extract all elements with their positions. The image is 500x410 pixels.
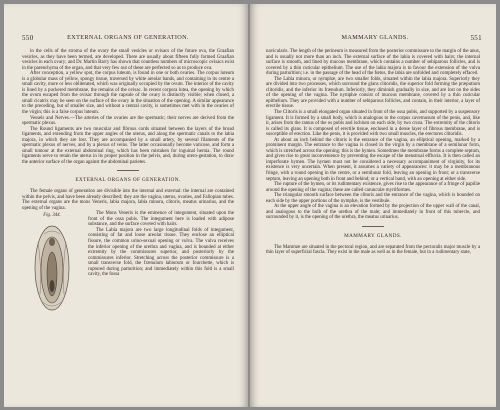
left-page xyxy=(4,4,248,407)
paragraph: After conception, a yellow spot, the corpus luteum, is found in one or both ovaries. The corpus luteum is a globular mass of yellow, spongy tissue, traversed by white areolar bands, and containing in its centre a small cavity, more or less obliterated, which was originally occupied by the ovum. The interior of the cavity is lined by a puckered membrane, the remains of the ovisac. In recent corpora lutea, the opening by which the ovum escaped from the ovisac through the capsule of the ovary is distinctly visible; when closed, a small cicatrix may be seen on the surface of the ovary in the situation of the opening. A similar appearance to the preceding, but of smaller size, and without a central cavity, is sometimes met with in the ovaries of the virgin; this is a false corpus luteum. xyxy=(22,71,234,116)
paragraph: The Mons Veneris is the eminence of integument, situated upon the front of the ossa pubis. The integument here is loaded with adipose substance, and the surface covered with hairs. xyxy=(88,211,234,228)
paragraph: At about an inch behind the clitoris is the entrance of the vagina, an elliptical opening, marked by a prominent margin. The entrance to the vagina is closed in the virgin by a membrane of a semilunar form, which is stretched across the opening; this is the hymen. Sometimes the membrane forms a complete septum, and gives rise to great inconvenience by preventing the escape of the menstrual effluvia. It is then called an imperforate hymen. The hymen must not be considered a necessary accompaniment of virginity, for its existence is very uncertain. When present, it assumes a variety of appearances: it may be a membranous fringe, with a round opening in the centre, or a semilunar fold, leaving an opening in front; or a transverse septum, leaving an opening both in front and behind; or a vertical band, with an opening at either side. xyxy=(266,137,480,182)
figure-344 xyxy=(22,213,82,314)
right-running-header xyxy=(268,34,482,42)
section-divider xyxy=(117,170,139,171)
figure-caption: Fig. 344. xyxy=(43,213,61,219)
left-running-head: EXTERNAL ORGANS OF GENERATION. xyxy=(67,34,189,41)
right-running-head: MAMMARY GLANDS. xyxy=(341,34,409,41)
section-heading: EXTERNAL ORGANS OF GENERATION. xyxy=(75,177,181,184)
paragraph: The Labia majora are two large longitudinal folds of integument, consisting of fat and loose areolar tissue. They enclose an elliptical fissure, the common urino-sexual opening or vulva. The vulva receives the inferior opening of the urethra and vagina, and is bounded at either extremity by the commissures superior, and posteriorly by the commissures inferior. Stretching across the posterior commissure is a small transverse fold, the frænulum labiorum or fourchette, which is ruptured during parturition; and immediately within this fold is a small cavity, the fossa xyxy=(88,227,234,278)
section-divider xyxy=(362,226,384,227)
paragraph: The Round ligaments are two muscular and fibrous cords situated between the layers of the broad ligaments, and extending from the upper angles of the uterus, and along the spermatic canals to the labia majora, in which they are lost. They are accompanied by a small artery, by several filaments of the spermatic plexus of nerves, and by a plexus of veins. The latter occasionally become varicose, and form a small tumour at the external abdominal ring, which has been mistaken for inguinal hernia. The round ligaments serve to retain the uterus in its proper position in the pelvis, and, during utero-gestation, to draw the anterior surface of the organ against the abdominal parietes. xyxy=(22,126,234,165)
paragraph: in the cells of the stroma of the ovary the small vesicles or ovisacs of the future ova, the Graafian vesicles, as they have been termed, are developed. There are usually about fifteen fully formed Graafian vesicles in each ovary; and Dr. Martin Barry has shown that countless numbers of microscopic ovisacs exist in the parenchyma of the organ, and that very few out of these are perfected so as to produce ova. xyxy=(22,49,234,71)
paragraph: The Labia minora, or nymphæ, are two smaller folds, situated within the labia majora. Superiorly they are divided into two processes, which surround the glans clitoridis, the superior fold forming the præputium clitoridis, and the inferior its frænulum. Inferiorly, they diminish gradually in size, and are lost on the sides of the opening of the vagina. The nymphæ consist of mucous membrane, covered by a thin cuticular epithelium. They are provided with a number of sebiparous follicles, and contain, in their interior, a layer of erectile tissue. xyxy=(266,76,480,110)
section-heading: MAMMARY GLANDS. xyxy=(344,232,402,239)
paragraph: The female organs of generation are divisible into the internal and external: the internal are contained within the pelvis, and have been already described; they are the vagina, uterus, ovaries, and Fallopian tubes. The external organs are the mons Veneris, labia majora, labia minora, clitoris, meatus urinarius, and the opening of the vagina. xyxy=(22,189,234,211)
left-page-number: 550 xyxy=(22,34,34,42)
right-page xyxy=(250,4,496,407)
paragraph: The rupture of the hymen, or its rudimentary existence, gives rise to the appearance of a fringe of papillæ around the opening of the vagina; these are called carunculæ myrtiformes. xyxy=(266,182,480,193)
paragraph: Vessels and Nerves.—The arteries of the ovaries are the spermatic; their nerves are derived from the spermatic plexus. xyxy=(22,115,234,127)
paragraph: The Mammæ are situated in the pectoral region, and are separated from the pectoralis major muscle by a thin layer of superficial fascia. They exist in the male as well as in the female, but in a rudimentary state, xyxy=(266,244,480,256)
anatomical-illustration xyxy=(32,222,72,314)
left-page-body xyxy=(22,49,234,316)
paragraph: At the upper angle of the vagina is an elevation formed by the projection of the upper wall of the canal, and analogous to the bulb of the urethra of the male; and immediately in front of this tubercle, and surrounded by it, is the opening of the urethra, the meatus urinarius. xyxy=(266,204,480,221)
right-page-body xyxy=(266,49,480,256)
right-page-number: 551 xyxy=(470,34,482,42)
left-running-header xyxy=(22,34,234,42)
paragraph: The triangular smooth surface between the clitoris and the entrance of the vagina, which is bounded on each side by the upper portions of the nymphæ, is the vestibule. xyxy=(266,193,480,204)
paragraph: The Clitoris is a small elongated organ situated in front of the ossa pubis, and supported by a suspensory ligament. It is formed by a small body, which is analogous to the corpus cavernosum of the penis, and, like it, arises from the ramus of the os pubis and ischium on each side, by two crura. The extremity of the clitoris is called its glans. It is composed of erectile tissue, enclosed in a dense layer of fibrous membrane, and is susceptible of erection. Like the penis, it is provided with two small muscles, the erectores clitoridis. xyxy=(266,110,480,138)
paragraph: navicularis. The length of the perineum is measured from the posterior commissure to the margin of the anus, and is usually not more than an inch. The external surface of the labia is covered with hairs; the internal surface is smooth, and lined by mucous membrane, which contains a number of sebiparous follicles, and is covered by a thin cuticular epithelium. The use of the labia majora is to favour the extension of the vulva during parturition; i.e. in the passage of the head of the fœtus, the labia are unfolded and completely effaced. xyxy=(266,49,481,77)
